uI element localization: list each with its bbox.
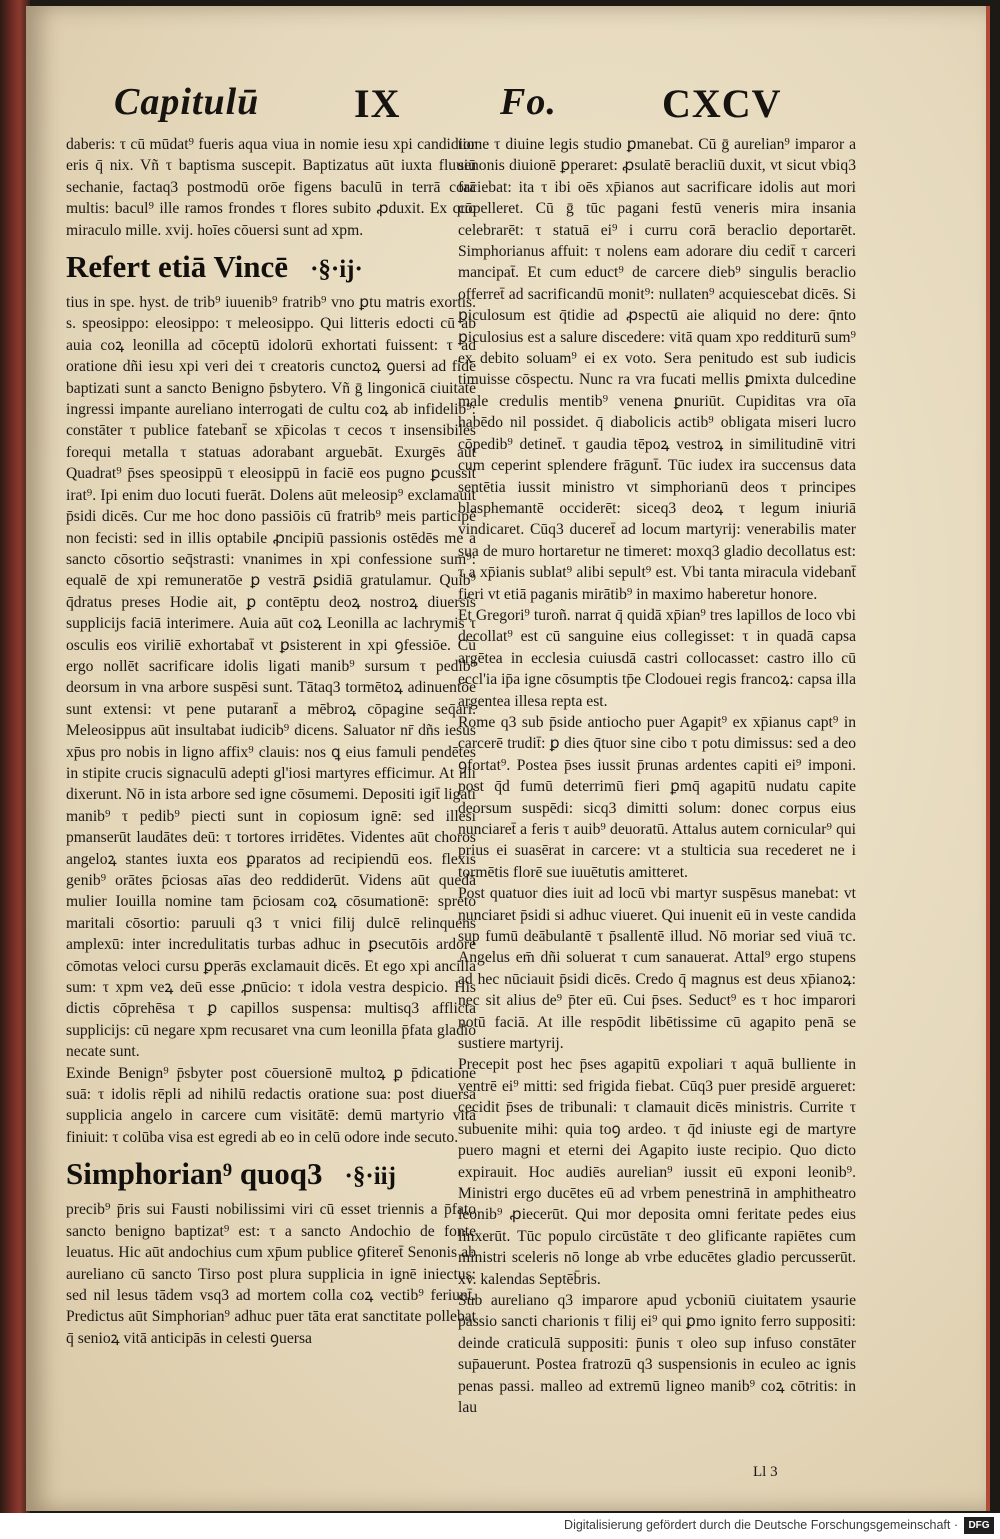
- section-mark-iii: ·§·iij: [344, 1163, 396, 1191]
- running-head-folio: CXCV: [662, 81, 782, 126]
- dfg-logo: DFG: [964, 1517, 994, 1534]
- right-paragraph-2: Et Gregori⁹ turoñ. narrat q̄ quidā xp̄ian⁹ tres lapillos de loco vbi decollat⁹ est cū sanguine eius collegisset: τ in quadā capsa argētea in ecclesia cuiusdā castri collocasset: castro illo cū eccl'ia ip̄a igne cōsumptis tp̄e Clodouei regis francoꝝ: capsa illa argentea illesa repta est.: [458, 606, 856, 710]
- signature-mark: Ll 3: [753, 1464, 778, 1480]
- section-heading-refert: [66, 249, 476, 288]
- left-paragraph-2: tius in spe. hyst. de trib⁹ iuuenib⁹ fratrib⁹ vno ꝑtu matris exortis. s. speosippo: eleosippo: τ meleosippo. Qui litteris edocti cū ab auia coꝝ leonilla ad cōceptū idolorū exhortati fuissent: τ ad oratione dñi iesu xpi veri dei τ creatoris cunctoꝝ ꝯuersi ad fidē baptizati sunt a sancto Benigno p̄sbytero. Vñ ḡ lingonicā ciuitatē ingressi impante aureliano interrogati de cultu coꝝ ab infidelib⁹: constāter τ publice fatebant̄ se xp̄icolas τ cecos τ insensibiles forequi metalla τ statuas adorabant arguebāt. Exurgēs aūt Quadrat⁹ p̄ses speosippū τ eleosippū in faciē eos pugno ꝑcussit irat⁹. Ipi enim duo locuti fuerāt. Dolens aūt meleosip⁹ exclamauit p̄sidi dicēs. Cur me hoc dono passiōis cū fratrib⁹ meis participē non fecisti: sed in illis optabile ꝓncipiū passionis ostēdēs me a sancto cōsortio seq̄strasti: vnanimes in xpi confessione sum⁹: equalē de xpi remuneratōe ꝑ vestrā ꝑsidiā gratulamur. Quib⁹ q̄dratus preses Hodie ait, ꝑ contēptu deoꝝ nostroꝝ diuersis supplicijs faciā interimere. Auia aūt coꝝ Leonilla ac lachrymis τ osculis eos viriliē exhortabat̄ vt ꝑsisterent in xpi ꝯfessiōe. Cū ergo nollēt sacrificare idolis ligati manib⁹ sursum τ pedib⁹ deorsum in vna arbore suspēsi sunt. Tātaq3 tormētoꝝ adinuentōe sunt extensi: vt pene putarant̄ a mēbroꝝ cōpagine seq̄ari. Meleosippus aūt insultabat iudicib⁹ dicens. Saluator nr̄ dñs iesus xp̄us pro nobis in ligno affix⁹ clauis: nos ꝗ eius famuli pendētes in stipite crucis signaculū adepti gl'iosi martyres efficimur. At illi dixerunt. Nō in ista arbore sed igne cōsumemi. Depositi igit̄ ligati manib⁹ τ pedib⁹ piecti sunt in copiosum ignē: sed illesi pmanserūt laudātes deū: τ tortores irridētes. Videntes aūt choros angeloꝝ stantes iuxta eos ꝑparatos ad recipiendū eos. flexis genib⁹ orātes p̄ciosas aīas deo reddiderūt. Videns aūt quedā mulier Iouilla nomine tam p̄ciosam coꝝ cōsumationē: spreto maritali cōsortio: paruuli q3 τ vnici filij dulcē relinquens amplexū: inter incredulitatis turbas adhuc in ꝑsecutōis ardore cōmotas veloci cursu ꝑperās exclamauit dicēs. Et ego xpi ancilla sum: τ xpm veꝝ deū esse ꝓnūcio: τ idola vestra despicio. His dictis cōprehēsa τ ꝑ capillos suspensa: multisq3 afflicta supplicijs: cū negare xpm recusaret vna cum leonilla p̄fata gladio necate sunt.: [66, 294, 476, 1061]
- section-mark-ii: ·§·ij·: [310, 256, 363, 284]
- footer-credit: Digitalisierung gefördert durch die Deutsche Forschungsgemeinschaft ·: [564, 1518, 958, 1532]
- book-page: [26, 6, 990, 1511]
- right-paragraph-1: tione τ diuine legis studio ꝑmanebat. Cū ḡ aurelian⁹ imparor a senonis diuionē ꝑperaret: ꝓsulatē beracliū duxit, vt sicut vbiq3 faciebat: ita τ ibi oēs xp̄ianos aut sacrificare idolis aut mori cōpelleret. Cū ḡ tūc pagani festū veneris mira insania celebrarēt: τ statuā ei⁹ i curru corā beraclio deportarēt. Simphorianus affuit: τ nolens eam adorare diu cedit̄ τ carceri mancipat̄. Et cum educt⁹ de carcere dieb⁹ singulis beraclio offerret̄ ad sacrificandū monit⁹: nullaten⁹ acquiescebat dicēs. Si ꝑiculosum est q̄tidie ad ꝓspectū aie aliquid no dere: q̄nto ꝑiculosius est a salure discedere: vitā quam xpo redditurū sum⁹ ex debito soluam⁹ ei ex voto. Sera penitudo est sub iudicis timuisse cōspectu. Nunc ra vra fucati mellis ꝑmixta dulcedine male credulis mentib⁹ venena ꝑnuriūt. Cupiditas vra oīa habēdo nil possidet. q̄ diabolicis actib⁹ obligata miseri lucro cōpedib⁹ detinet̄. τ gaudia tēpoꝝ vestroꝝ in similitudinē vitri cum ceperint splendere frāgunt̄. Tūc iudex ira succensus data sentētia iussit ministro vt simphorianū deos τ principes blasphemantē occiderēt: siceq3 deoꝝ τ legum iniuriā vindicaret. Cūq3 duceret̄ ad locum martyrij: venerabilis mater sua de muro hortaretur ne timeret: moxq3 gladio decollatus est: τ a xp̄ianis sublat⁹ alibi sepult⁹ est. Vbi tanta miracula videbant̄ fieri vt etiā paganis mirātib⁹ in maximo haberetur honore.: [458, 136, 856, 603]
- running-head-fo: Fo.: [500, 81, 557, 123]
- running-head-chapter: Capitulū: [114, 81, 260, 123]
- right-paragraph-6: Sub aureliano q3 imparore apud ycboniū ciuitatem ysaurie passio sancti charionis τ filij ei⁹ qui ꝑmo ignito ferro suppositi: deinde craticulā suppositi: p̄unis τ oleo sup infuso constāter sup̄auerunt. Postea fratrozū q3 suspensionis in eculeo ac ignis penas passi. malleo ad extremū ligneo manib⁹ coꝝ cōtritis: in lau: [458, 1291, 856, 1416]
- section-heading-simphorianus: [66, 1156, 476, 1195]
- right-column: [458, 134, 856, 1418]
- left-paragraph-4: precib⁹ p̄ris sui Fausti nobilissimi viri cū esset triennis a p̄fato sancto benigno baptizat⁹ est: τ a sancto Andochio de fonte leuatus. Hic aūt andochius cum xp̄um publice ꝯfiteret̄ Senonis ab aureliano cū sancto Tirso post plura supplicia in ignē iniectus: sed nil lesus tādem vsq3 ad mortem colla coꝝ vectib⁹ feriunt̄. Predictus aūt Simphorian⁹ adhuc puer tāta erat sanctitate pollebat q̄ senioꝝ vitā anticipās in celesti ꝯuersa: [66, 1201, 476, 1347]
- left-paragraph-3: Exinde Benign⁹ p̄sbyter post cōuersionē multoꝝ ꝑ p̄dicatione suā: τ idolis rēpli ad nihilū redactis oratione sua: post diuersa supplicia angelo in carcere cum visitātē: demū martyrio vitā finiuit: τ colūba visa est egredi ab eo in celū odore inde secuto.: [66, 1064, 476, 1146]
- right-paragraph-5: Precepit post hec p̄ses agapitū expoliari τ aquā bulliente in ventrē ei⁹ mitti: sed frigida fiebat. Cūq3 puer presidē argueret: cecidit p̄ses de tribunali: τ clamauit dicēs ministris. Currite τ subuenite mihi: quia toꝯ ardeo. τ q̄d iniuste egi de martyre puero magni et eterni dei Agapito iuste recipio. Quo dicto expirauit. Hoc audiēs aurelian⁹ iussit eū exponi leonib⁹. Ministri ergo ducētes eū ad vrbem penestrinā in amphitheatro leonib⁹ ꝓiecerūt. Qui mor deposita omni feritate pedes eius linxerūt. Tūc populo circūstāte τ deo glificante rapiētes cum ministri sceleris nō longe ab vrbe educētes gladio percusserūt. xv. kalendas Septēb̄ris.: [458, 1056, 856, 1288]
- left-column: [66, 134, 476, 1349]
- right-paragraph-3: Rome q3 sub p̄side antiocho puer Agapit⁹ ex xp̄ianus capt⁹ in carcerē trudit̄: ꝑ dies q̄tuor sine cibo τ potu dimissus: sed a deo ꝯfortat⁹. Postea p̄ses iussit p̄runas ardentes capiti ei⁹ imponi. post q̄d fumū deterrimū fieri ꝑmq̄ agapitū nudatu capite deorsum suspēdi: sicq3 dimitti solum: donec corpus eius nunciaret̄ a feris τ auib⁹ deuoratū. Attalus autem cornicular⁹ qui prius ei suasērat in carcere: vt a stulticia sua recederet ne i tormētis florē sue iuuētutis amitteret.: [458, 713, 856, 881]
- running-head-number: IX: [354, 81, 401, 126]
- left-paragraph-1: daberis: τ cū mūdat⁹ fueris aqua viua in nomie iesu xpi candidior eris q̄ nix. Vñ τ baptisma suscepit. Baptizatus aūt iuxta fluuiū sechanie, factaq3 postmodū orōe figens baculū in terrā corā multis: bacul⁹ ille ramos frondes τ flores subito ꝓduxit. Ex quo miraculo mille. xvij. hoīes cōuersi sunt ad xpm.: [66, 136, 476, 239]
- section-heading-simphorianus-text: Simphorian⁹ quoq3: [66, 1156, 323, 1192]
- section-heading-refert-text: Refert etiā Vincē: [66, 249, 289, 285]
- running-head: [26, 80, 986, 140]
- right-paragraph-4: Post quatuor dies iuit ad locū vbi martyr suspēsus manebat: vt nunciaret p̄sidi si adhuc viueret. Qui inuenit eū in veste candida sup fumū deābulantē τ p̄sallentē illud. Nō moriar sed viuā τc. Angelus em̄ dñi soluerat τ cum sanauerat. Attal⁹ ergo stupens ad hec nūciauit p̄sidi dicēs. Credo q̄ magnus est deus xp̄ianoꝝ: nec sit alius de⁹ p̄ter eū. Cui p̄ses. Seduct⁹ es τ hoc imparori notū faciā. At ille respōdit libētissime cū agapito penā se sustiere martyrij.: [458, 885, 856, 1053]
- digitization-footer: [0, 1513, 1000, 1539]
